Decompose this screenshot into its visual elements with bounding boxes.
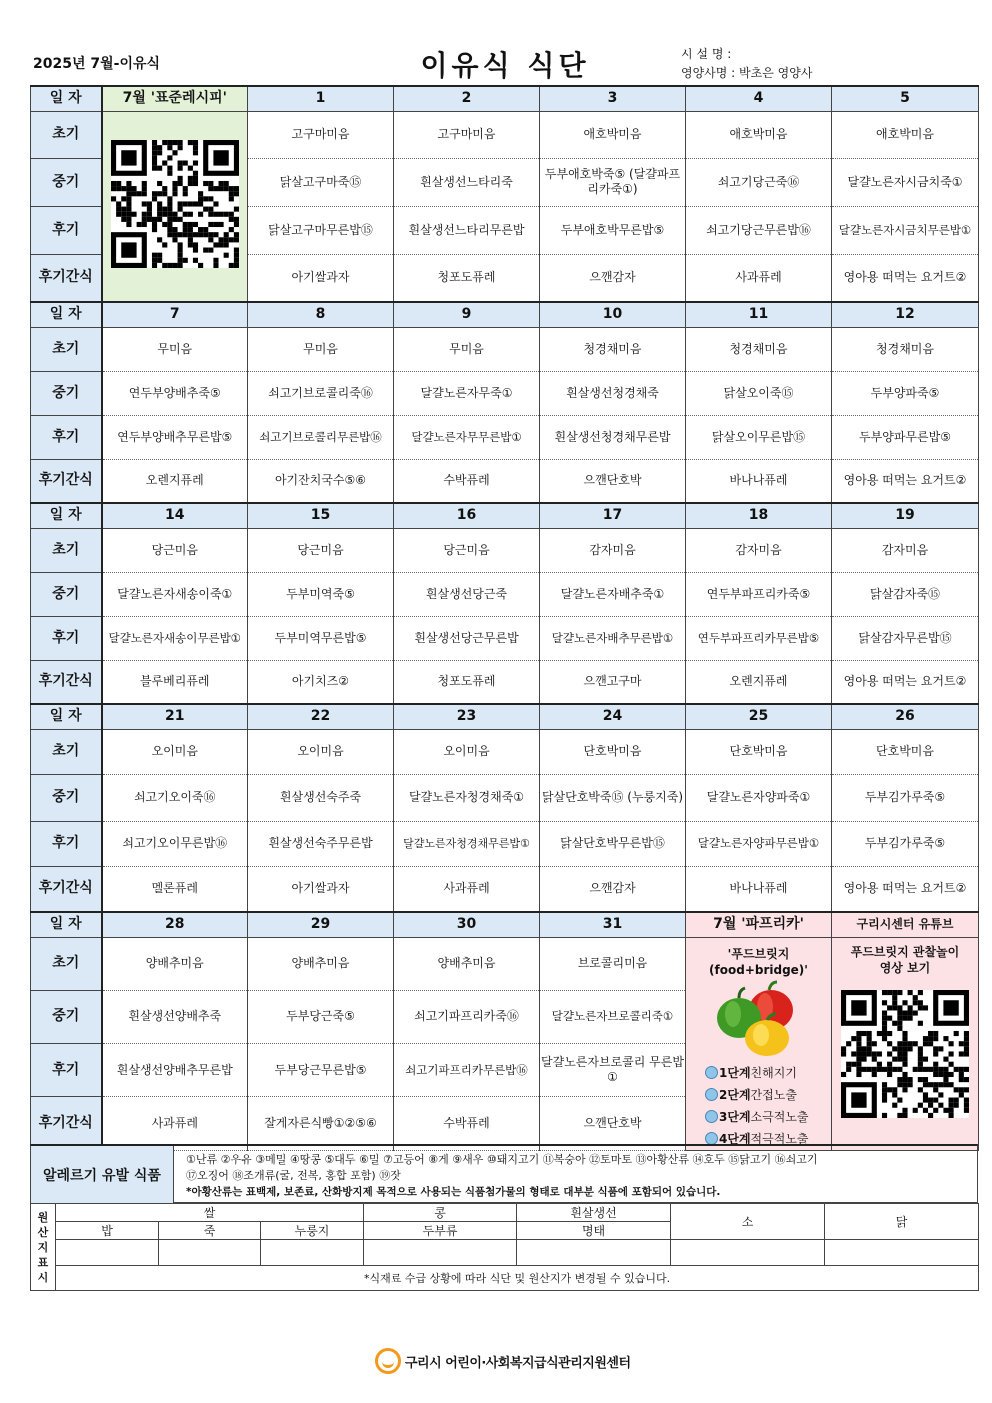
menu-item: 쇠고기오이죽⑯ bbox=[102, 774, 248, 821]
menu-item: 수박퓨레 bbox=[394, 1097, 540, 1150]
row-label-middle: 중기 bbox=[31, 371, 102, 415]
allergy-section bbox=[30, 1144, 978, 1203]
date-cell: 25 bbox=[686, 704, 832, 729]
early-row bbox=[31, 327, 979, 371]
paprika-heading: 7월 '파프리카' bbox=[686, 912, 832, 937]
date-cell: 17 bbox=[540, 503, 686, 528]
date-row-week5 bbox=[31, 912, 979, 937]
menu-item: 바나나퓨레 bbox=[686, 866, 832, 912]
menu-item: 흰살생선숙주죽 bbox=[248, 774, 394, 821]
menu-item: 연두부파프리카죽⑤ bbox=[686, 572, 832, 616]
menu-item: 흰살생선느타리죽 bbox=[394, 158, 540, 206]
late-row bbox=[31, 415, 979, 459]
row-label-middle: 중기 bbox=[31, 774, 102, 821]
menu-item: 두부양파죽⑤ bbox=[832, 371, 979, 415]
step-item: 1단계친해지기 bbox=[705, 1062, 830, 1084]
step-item: 2단계간접노출 bbox=[705, 1084, 830, 1106]
menu-item: 쇠고기오이무른밥⑯ bbox=[102, 821, 248, 866]
menu-item: 두부김가루죽⑤ bbox=[832, 821, 979, 866]
date-row-week3 bbox=[31, 503, 979, 528]
menu-item: 달걀노른자무무른밥① bbox=[394, 415, 540, 459]
menu-item: 블루베리퓨레 bbox=[102, 660, 248, 704]
youtube-title: 푸드브릿지 관찰놀이 영상 보기 bbox=[850, 944, 960, 975]
date-label: 일 자 bbox=[31, 704, 102, 729]
early-row bbox=[31, 937, 979, 990]
menu-item: 두부미역무른밥⑤ bbox=[248, 616, 394, 660]
menu-item: 무미음 bbox=[248, 327, 394, 371]
menu-item: 두부당근무른밥⑤ bbox=[248, 1044, 394, 1097]
origin-value bbox=[56, 1240, 159, 1266]
date-cell: 23 bbox=[394, 704, 540, 729]
row-label-snack: 후기간식 bbox=[31, 254, 102, 302]
menu-item: 애호박미음 bbox=[832, 111, 979, 158]
date-label: 일 자 bbox=[31, 302, 102, 327]
date-cell: 11 bbox=[686, 302, 832, 327]
food-bridge-title: '푸드브릿지 (food+bridge)' bbox=[709, 946, 808, 977]
row-label-snack: 후기간식 bbox=[31, 1097, 102, 1150]
date-cell: 7 bbox=[102, 302, 248, 327]
origin-value bbox=[364, 1240, 517, 1266]
header-info bbox=[681, 45, 812, 83]
menu-item: 감자미음 bbox=[686, 528, 832, 572]
row-label-late: 후기 bbox=[31, 206, 102, 254]
menu-item: 으깬고구마 bbox=[540, 660, 686, 704]
menu-item: 쇠고기파프리카무른밥⑯ bbox=[394, 1044, 540, 1097]
row-label-snack: 후기간식 bbox=[31, 866, 102, 912]
footer-brand bbox=[375, 1348, 631, 1374]
menu-item: 연두부파프리카무른밥⑤ bbox=[686, 616, 832, 660]
row-label-late: 후기 bbox=[31, 616, 102, 660]
menu-item: 사과퓨레 bbox=[102, 1097, 248, 1150]
menu-item: 양배추미음 bbox=[394, 937, 540, 990]
origin-value bbox=[825, 1240, 979, 1266]
menu-item: 오이미음 bbox=[248, 729, 394, 774]
date-row-week2 bbox=[31, 302, 979, 327]
menu-item: 당근미음 bbox=[102, 528, 248, 572]
menu-item: 달걀노른자새송이죽① bbox=[102, 572, 248, 616]
menu-item: 당근미음 bbox=[394, 528, 540, 572]
page-title: 이유식 식단 bbox=[420, 49, 590, 82]
menu-item: 애호박미음 bbox=[686, 111, 832, 158]
step-bullet-icon bbox=[705, 1066, 718, 1079]
menu-item: 아기치즈② bbox=[248, 660, 394, 704]
menu-item: 오렌지퓨레 bbox=[686, 660, 832, 704]
menu-item: 아기쌀과자 bbox=[248, 254, 394, 302]
qr-code-icon[interactable] bbox=[111, 140, 239, 268]
menu-item: 오이미음 bbox=[394, 729, 540, 774]
food-bridge-panel bbox=[686, 937, 832, 1150]
row-label-early: 초기 bbox=[31, 729, 102, 774]
header-period: 2025년 7월-이유식 bbox=[33, 56, 161, 72]
row-label-late: 후기 bbox=[31, 821, 102, 866]
menu-item: 쇠고기당근무른밥⑯ bbox=[686, 206, 832, 254]
menu-item: 달걀노른자양파무른밥① bbox=[686, 821, 832, 866]
step-bullet-icon bbox=[705, 1110, 718, 1123]
menu-item: 당근미음 bbox=[248, 528, 394, 572]
menu-item: 고구마미음 bbox=[248, 111, 394, 158]
menu-item: 브로콜리미음 bbox=[540, 937, 686, 990]
menu-item: 닭살오이죽⑮ bbox=[686, 371, 832, 415]
menu-item: 닭살고구마무른밥⑮ bbox=[248, 206, 394, 254]
date-cell: 26 bbox=[832, 704, 979, 729]
menu-item: 두부양파무른밥⑤ bbox=[832, 415, 979, 459]
menu-item: 고구마미음 bbox=[394, 111, 540, 158]
date-cell: 28 bbox=[102, 912, 248, 937]
row-label-early: 초기 bbox=[31, 327, 102, 371]
menu-item: 청경채미음 bbox=[832, 327, 979, 371]
origin-value bbox=[517, 1240, 671, 1266]
menu-item: 으깬단호박 bbox=[540, 459, 686, 503]
youtube-panel bbox=[832, 937, 979, 1150]
menu-item: 연두부양배추죽⑤ bbox=[102, 371, 248, 415]
allergy-list bbox=[186, 1152, 976, 1200]
row-label-late: 후기 bbox=[31, 1044, 102, 1097]
footer-text: 구리시 어린이·사회복지급식관리지원센터 bbox=[405, 1355, 631, 1371]
menu-item: 연두부양배추무른밥⑤ bbox=[102, 415, 248, 459]
menu-item: 쇠고기브로콜리무른밥⑯ bbox=[248, 415, 394, 459]
snack-row bbox=[31, 660, 979, 704]
menu-item: 닭살감자죽⑮ bbox=[832, 572, 979, 616]
row-label-middle: 중기 bbox=[31, 572, 102, 616]
date-cell: 31 bbox=[540, 912, 686, 937]
menu-item: 흰살생선느타리무른밥 bbox=[394, 206, 540, 254]
center-logo-icon bbox=[375, 1348, 401, 1374]
menu-item: 영아용 떠먹는 요거트② bbox=[832, 254, 979, 302]
menu-item: 달걀노른자청경채무른밥① bbox=[394, 821, 540, 866]
menu-item: 단호박미음 bbox=[832, 729, 979, 774]
origin-group: 쌀 bbox=[56, 1204, 364, 1222]
menu-item: 청경채미음 bbox=[540, 327, 686, 371]
youtube-qr-code-icon[interactable] bbox=[841, 990, 969, 1118]
origin-group: 닭 bbox=[825, 1204, 979, 1240]
menu-item: 오이미음 bbox=[102, 729, 248, 774]
nutritionist-name: 영양사명 : 박초은 영양사 bbox=[681, 66, 813, 80]
menu-item: 닭살감자무른밥⑮ bbox=[832, 616, 979, 660]
middle-row bbox=[31, 572, 979, 616]
row-label-early: 초기 bbox=[31, 111, 102, 158]
food-bridge-steps bbox=[687, 1062, 830, 1150]
snack-row bbox=[31, 866, 979, 912]
step-item: 4단계적극적노출 bbox=[705, 1128, 830, 1150]
menu-item: 멜론퓨레 bbox=[102, 866, 248, 912]
date-label: 일 자 bbox=[31, 503, 102, 528]
date-row-week1 bbox=[31, 86, 979, 111]
menu-item: 닭살고구마죽⑮ bbox=[248, 158, 394, 206]
origin-item: 죽 bbox=[159, 1222, 261, 1240]
menu-item: 아기쌀과자 bbox=[248, 866, 394, 912]
date-cell: 12 bbox=[832, 302, 979, 327]
row-label-snack: 후기간식 bbox=[31, 660, 102, 704]
menu-item: 쇠고기브로콜리죽⑯ bbox=[248, 371, 394, 415]
menu-item: 달걀노른자브로콜리 무른밥① bbox=[540, 1044, 686, 1097]
menu-item: 닭살단호박무른밥⑮ bbox=[540, 821, 686, 866]
date-cell: 2 bbox=[394, 86, 540, 111]
origin-side-label: 원 산 지 표 시 bbox=[31, 1204, 56, 1291]
menu-item: 잘게자른식빵①②⑤⑥ bbox=[248, 1097, 394, 1150]
date-label: 일 자 bbox=[31, 912, 102, 937]
menu-item: 두부당근죽⑤ bbox=[248, 990, 394, 1043]
row-label-early: 초기 bbox=[31, 528, 102, 572]
menu-item: 영아용 떠먹는 요거트② bbox=[832, 459, 979, 503]
facility-name: 시 설 명 : bbox=[681, 47, 732, 61]
menu-item: 달걀노른자청경채죽① bbox=[394, 774, 540, 821]
recipe-qr-heading: 7월 '표준레시피' bbox=[102, 86, 248, 111]
menu-item: 흰살생선청경채죽 bbox=[540, 371, 686, 415]
menu-item: 두부김가루죽⑤ bbox=[832, 774, 979, 821]
recipe-qr-cell[interactable] bbox=[102, 111, 248, 302]
menu-item: 쇠고기파프리카죽⑯ bbox=[394, 990, 540, 1043]
menu-item: 달걀노른자배추죽① bbox=[540, 572, 686, 616]
menu-table bbox=[30, 85, 979, 1151]
step-bullet-icon bbox=[705, 1132, 718, 1145]
allergy-note: *아황산류는 표백제, 보존료, 산화방지제 목적으로 사용되는 식품첨가물의 형태로 대부분 식품에 포함되어 있습니다. bbox=[186, 1186, 721, 1198]
menu-item: 달걀노른자브로콜리죽① bbox=[540, 990, 686, 1043]
origin-value bbox=[261, 1240, 364, 1266]
menu-item: 무미음 bbox=[102, 327, 248, 371]
menu-item: 사과퓨레 bbox=[686, 254, 832, 302]
menu-item: 무미음 bbox=[394, 327, 540, 371]
origin-group: 흰살생선 bbox=[517, 1204, 671, 1222]
date-cell: 30 bbox=[394, 912, 540, 937]
menu-item: 양배추미음 bbox=[102, 937, 248, 990]
step-bullet-icon bbox=[705, 1088, 718, 1101]
date-cell: 4 bbox=[686, 86, 832, 111]
row-label-middle: 중기 bbox=[31, 990, 102, 1043]
menu-item: 달걀노른자배추무른밥① bbox=[540, 616, 686, 660]
date-label: 일 자 bbox=[31, 86, 102, 111]
date-cell: 14 bbox=[102, 503, 248, 528]
menu-item: 흰살생선청경채무른밥 bbox=[540, 415, 686, 459]
menu-item: 흰살생선숙주무른밥 bbox=[248, 821, 394, 866]
menu-item: 수박퓨레 bbox=[394, 459, 540, 503]
menu-item: 달걀노른자새송이무른밥① bbox=[102, 616, 248, 660]
menu-item: 단호박미음 bbox=[540, 729, 686, 774]
date-cell: 10 bbox=[540, 302, 686, 327]
menu-item: 달걀노른자무죽① bbox=[394, 371, 540, 415]
step-item: 3단계소극적노출 bbox=[705, 1106, 830, 1128]
date-cell: 24 bbox=[540, 704, 686, 729]
origin-item: 밥 bbox=[56, 1222, 159, 1240]
origin-group: 소 bbox=[671, 1204, 825, 1240]
origin-notice: *식재료 수급 상황에 따라 식단 및 원산지가 변경될 수 있습니다. bbox=[56, 1266, 979, 1291]
origin-item: 두부류 bbox=[364, 1222, 517, 1240]
menu-item: 으깬감자 bbox=[540, 866, 686, 912]
menu-item: 애호박미음 bbox=[540, 111, 686, 158]
menu-item: 아기잔치국수⑤⑥ bbox=[248, 459, 394, 503]
date-cell: 3 bbox=[540, 86, 686, 111]
menu-item: 감자미음 bbox=[832, 528, 979, 572]
menu-item: 으깬감자 bbox=[540, 254, 686, 302]
row-label-late: 후기 bbox=[31, 415, 102, 459]
origin-table bbox=[30, 1203, 979, 1291]
date-cell: 22 bbox=[248, 704, 394, 729]
date-cell: 5 bbox=[832, 86, 979, 111]
early-row bbox=[31, 528, 979, 572]
date-cell: 29 bbox=[248, 912, 394, 937]
origin-item: 명태 bbox=[517, 1222, 671, 1240]
early-row bbox=[31, 111, 979, 158]
paprika-image bbox=[709, 980, 809, 1060]
menu-item: 흰살생선당근무른밥 bbox=[394, 616, 540, 660]
menu-item: 달걀노른자시금치죽① bbox=[832, 158, 979, 206]
middle-row bbox=[31, 774, 979, 821]
middle-row bbox=[31, 371, 979, 415]
menu-item: 흰살생선당근죽 bbox=[394, 572, 540, 616]
menu-item: 닭살오이무른밥⑮ bbox=[686, 415, 832, 459]
menu-item: 두부애호박무른밥⑤ bbox=[540, 206, 686, 254]
allergy-line: ⑰오징어 ⑱조개류(굴, 전복, 홍합 포함) ⑲잣 bbox=[186, 1169, 401, 1182]
origin-value bbox=[671, 1240, 825, 1266]
menu-item: 영아용 떠먹는 요거트② bbox=[832, 866, 979, 912]
menu-item: 양배추미음 bbox=[248, 937, 394, 990]
date-cell: 19 bbox=[832, 503, 979, 528]
date-cell: 1 bbox=[248, 86, 394, 111]
origin-item: 누룽지 bbox=[261, 1222, 364, 1240]
origin-value bbox=[159, 1240, 261, 1266]
snack-row bbox=[31, 459, 979, 503]
menu-item: 단호박미음 bbox=[686, 729, 832, 774]
menu-item: 사과퓨레 bbox=[394, 866, 540, 912]
late-row bbox=[31, 616, 979, 660]
early-row bbox=[31, 729, 979, 774]
menu-item: 오렌지퓨레 bbox=[102, 459, 248, 503]
menu-item: 두부미역죽⑤ bbox=[248, 572, 394, 616]
date-row-week4 bbox=[31, 704, 979, 729]
late-row bbox=[31, 821, 979, 866]
allergy-label: 알레르기 유발 식품 bbox=[31, 1146, 174, 1203]
date-cell: 15 bbox=[248, 503, 394, 528]
allergy-line: ①난류 ②우유 ③메밀 ④땅콩 ⑤대두 ⑥밀 ⑦고등어 ⑧게 ⑨새우 ⑩돼지고기 ⑪복숭아 ⑫토마토 ⑬아황산류 ⑭호두 ⑮닭고기 ⑯쇠고기 bbox=[186, 1153, 818, 1166]
menu-item: 달걀노른자양파죽① bbox=[686, 774, 832, 821]
date-cell: 9 bbox=[394, 302, 540, 327]
menu-item: 영아용 떠먹는 요거트② bbox=[832, 660, 979, 704]
date-cell: 8 bbox=[248, 302, 394, 327]
menu-item: 달걀노른자시금치무른밥① bbox=[832, 206, 979, 254]
menu-item: 청포도퓨레 bbox=[394, 660, 540, 704]
date-cell: 16 bbox=[394, 503, 540, 528]
date-cell: 21 bbox=[102, 704, 248, 729]
date-cell: 18 bbox=[686, 503, 832, 528]
menu-item: 흰살생선양배추죽 bbox=[102, 990, 248, 1043]
menu-item: 감자미음 bbox=[540, 528, 686, 572]
menu-item: 두부애호박죽⑤ (달걀파프리카죽①) bbox=[540, 158, 686, 206]
row-label-middle: 중기 bbox=[31, 158, 102, 206]
row-label-snack: 후기간식 bbox=[31, 459, 102, 503]
origin-group: 콩 bbox=[364, 1204, 517, 1222]
menu-item: 닭살단호박죽⑮ (누룽지죽) bbox=[540, 774, 686, 821]
row-label-early: 초기 bbox=[31, 937, 102, 990]
menu-item: 으깬단호박 bbox=[540, 1097, 686, 1150]
menu-item: 청포도퓨레 bbox=[394, 254, 540, 302]
menu-item: 청경채미음 bbox=[686, 327, 832, 371]
menu-item: 쇠고기당근죽⑯ bbox=[686, 158, 832, 206]
menu-item: 바나나퓨레 bbox=[686, 459, 832, 503]
youtube-heading: 구리시센터 유튜브 bbox=[832, 912, 979, 937]
menu-item: 흰살생선양배추무른밥 bbox=[102, 1044, 248, 1097]
